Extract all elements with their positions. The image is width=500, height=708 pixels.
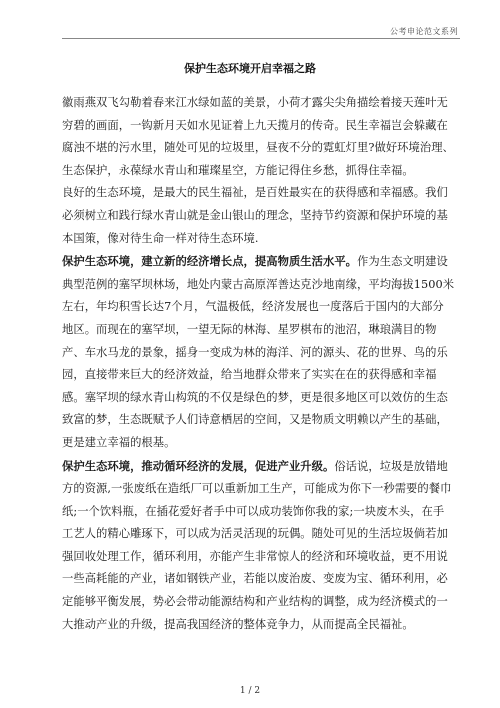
page-header-series-label: 公考申论范文系列	[390, 27, 458, 36]
paragraph-4-lead: 保护生态环境，推动循环经济的发展，促进产业升级。	[62, 458, 335, 473]
paragraph-3-text: 作为生态文明建设典型范例的塞罕坝林场，地处内蒙古高原浑善达克沙地南缘，平均海拔1500米左右，年均积雪长达7个月，气温极低，经济发展也一度落后于国内的大部分地区。而现在的塞罕坝，一望无际的林海、星罗棋布的池沼，琳琅满目的物产、车水马龙的景象，摇身一变成为林的海洋、河的源头、花的世界、鸟的乐园，直接带来巨大的经济效益，给当地群众带来了实实在在的获得感和幸福感。塞罕坝的绿水青山构筑的不仅是绿色的梦，更是很多地区可以效仿的生态致富的梦，生态既赋予人们诗意栖居的空间，又是物质文明赖以产生的基础，更是建立幸福的根基。	[62, 255, 455, 449]
paragraph-3	[62, 250, 455, 454]
document-title: 保护生态环境开启幸福之路	[184, 62, 316, 75]
paragraph-4	[62, 455, 455, 637]
document-body	[62, 92, 455, 636]
paragraph-1	[62, 92, 455, 182]
paragraph-1-text: 徽雨燕双飞勾勒着春来江水绿如蓝的美景，小荷才露尖尖角描绘着接天莲叶无穷碧的画面，一钩新月天如水见证着上九天揽月的传奇。民生幸福岂会躲藏在腐浊不堪的污水里，随处可见的垃圾里，昼夜不分的霓虹灯里?做好环境治理、生态保护，永葆绿水青山和璀璨星空，方能记得住乡愁，抓得住幸福。	[62, 96, 454, 177]
paragraph-4-text: 俗话说，垃圾是放错地方的资源,一张废纸在造纸厂可以重新加工生产，可能成为你下一秒需要的餐巾纸;一个饮料瓶，在插花爱好者手中可以成功装饰你我的家;一块废木头，在手工艺人的精心雕琢下，可以成为活灵活现的玩偶。随处可见的生活垃圾倘若加强回收处理工作，循环利用，亦能产生非常惊人的经济和环境收益，更不用说一些高耗能的产业，诸如钢铁产业，若能以废治废、变废为宝、循环利用，必定能够平衡发展，势必会带动能源结构和产业结构的调整，成为经济模式的一大推动产业的升级，提高我国经济的整体竞争力，从而提高全民福祉。	[62, 459, 452, 631]
paragraph-3-lead: 保护生态环境，建立新的经济增长点，提高物质生活水平。	[62, 254, 358, 269]
paragraph-2-text: 良好的生态环境，是最大的民生福祉，是百姓最实在的获得感和幸福感。我们必须树立和践行绿水青山就是金山银山的理念，坚持节约资源和保护环境的基本国策，像对待生命一样对待生态环境.	[62, 186, 448, 245]
page-number: 1 / 2	[239, 686, 261, 696]
header-divider	[62, 38, 460, 39]
paragraph-2	[62, 182, 455, 250]
